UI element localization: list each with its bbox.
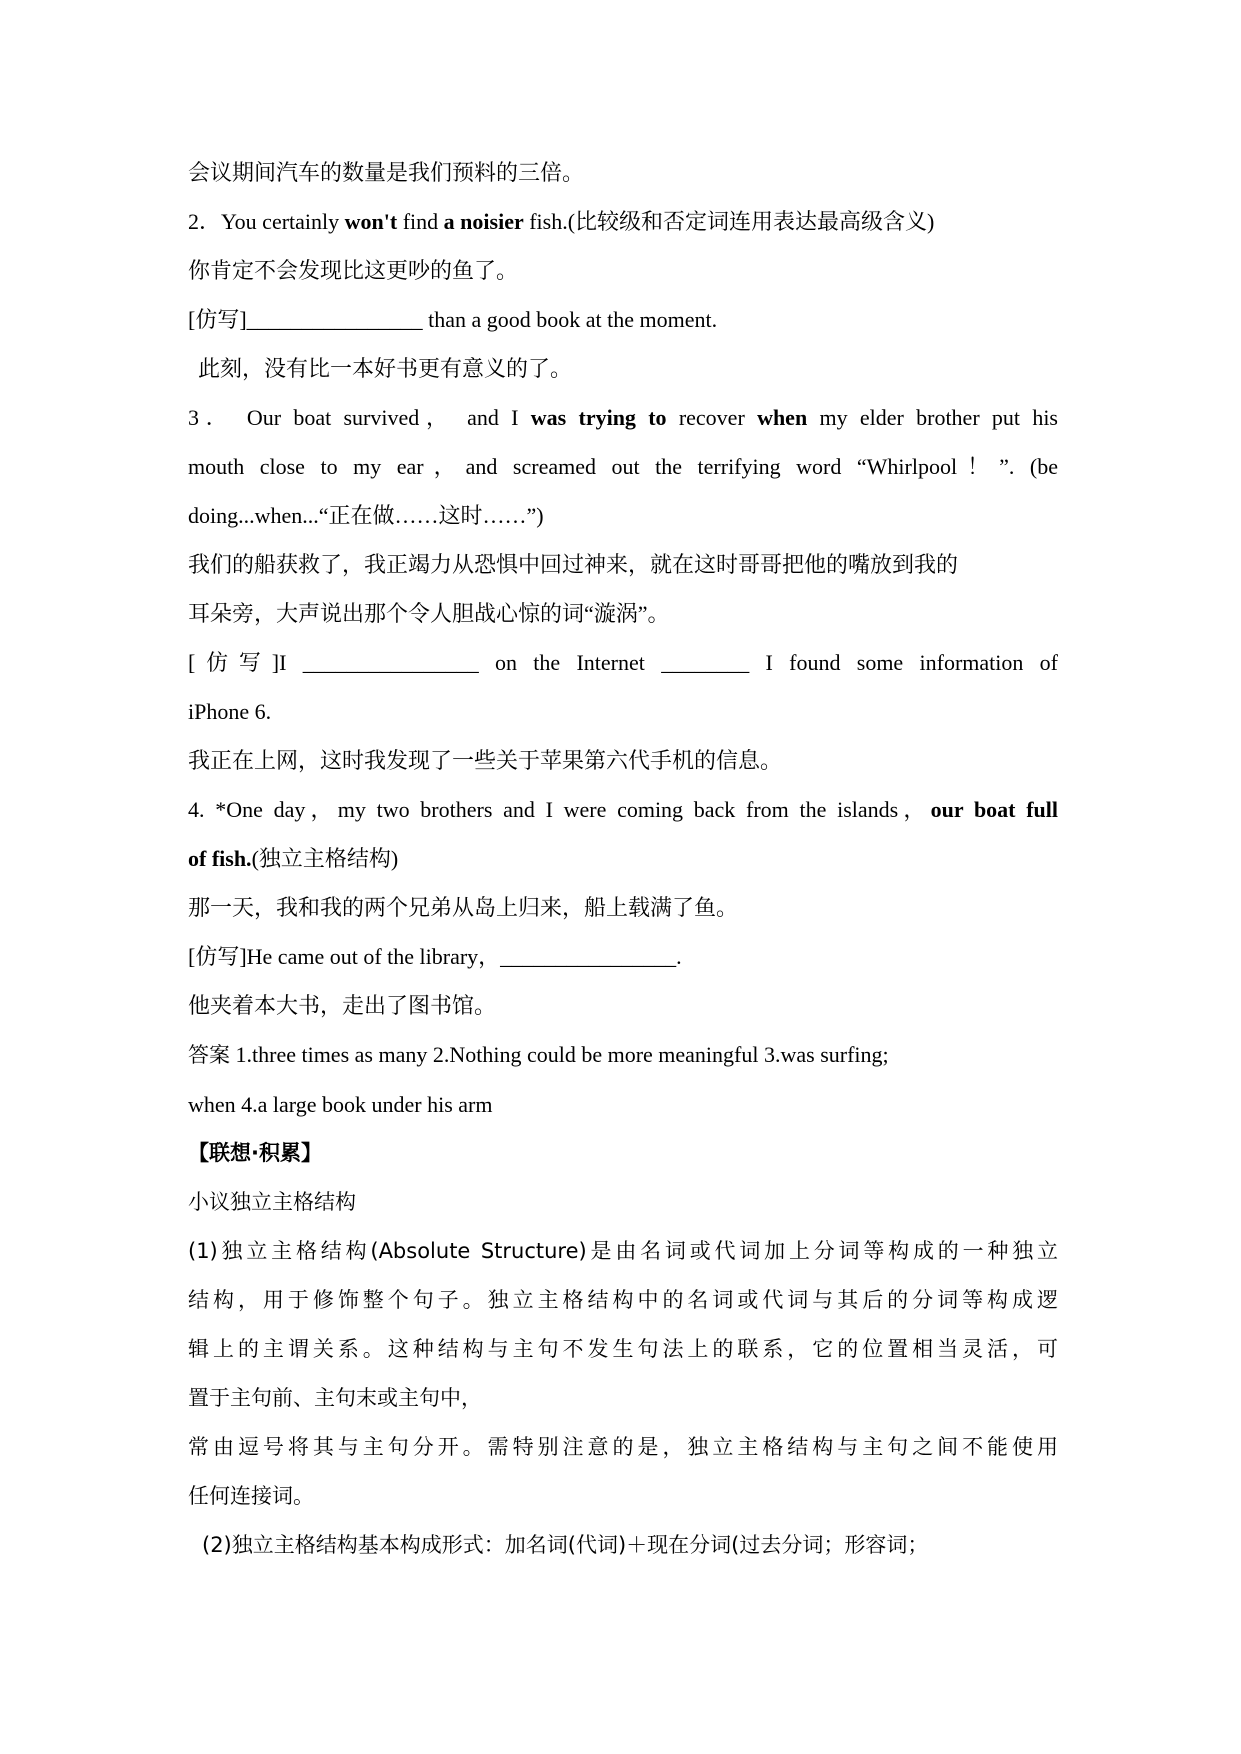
translation-line: 那一天，我和我的两个兄弟从岛上归来，船上载满了鱼。 xyxy=(188,895,739,920)
imitation-exercise: [仿写]He came out of the library，________________. xyxy=(188,944,682,969)
paragraph-line: 常由逗号将其与主句分开。需特别注意的是，独立主格结构与主句之间不能使用 xyxy=(188,1435,1058,1459)
text-line: 会议期间汽车的数量是我们预料的三倍。 xyxy=(188,160,585,185)
paragraph-line: 辑上的主谓关系。这种结构与主句不发生句法上的联系，它的位置相当灵活，可 xyxy=(188,1337,1058,1361)
answer-label: 答案 xyxy=(188,1043,230,1067)
paragraph-line: 置于主句前、主句末或主句中， xyxy=(188,1386,482,1410)
section-heading: 【联想·积累】 xyxy=(188,1141,322,1165)
answer-line: 答案 1.three times as many 2.Nothing could be more meaningful 3.was surfing; xyxy=(188,1042,889,1067)
translation-line: 我正在上网，这时我发现了一些关于苹果第六代手机的信息。 xyxy=(188,748,783,773)
translation-line: 此刻，没有比一本好书更有意义的了。 xyxy=(198,356,573,381)
text-line: iPhone 6. xyxy=(188,699,272,724)
translation-line: 他夹着本大书，走出了图书馆。 xyxy=(188,993,497,1018)
text-line: doing...when...“正在做……这时……”) xyxy=(188,503,544,528)
example-sentence-4: 4. *One day，my two brothers and I were coming back from the islands，our boat full xyxy=(188,797,1058,822)
answer-line: when 4.a large book under his arm xyxy=(188,1092,493,1117)
translation-line: 我们的船获救了，我正竭力从恐惧中回过神来，就在这时哥哥把他的嘴放到我的 xyxy=(188,552,959,577)
imitation-exercise: [仿写]________________ than a good book at the moment. xyxy=(188,307,718,332)
subsection-heading: 小议独立主格结构 xyxy=(188,1190,356,1214)
paragraph-line: (2)独立主格结构基本构成形式：加名词(代词)＋现在分词(过去分词；形容词； xyxy=(202,1533,929,1557)
paragraph-line: (1)独立主格结构(Absolute Structure)是由名词或代词加上分词等构成的一种独立 xyxy=(188,1239,1058,1263)
text-line: mouth close to my ear，and screamed out the terrifying word “Whirlpool！”. (be xyxy=(188,454,1058,479)
paragraph-line: 任何连接词。 xyxy=(188,1484,314,1508)
translation-line: 你肯定不会发现比这更吵的鱼了。 xyxy=(188,258,519,283)
text-line: of fish.(独立主格结构) xyxy=(188,846,399,871)
imitation-exercise: [仿写]I ________________ on the Internet ________ I found some information of xyxy=(188,650,1058,675)
example-sentence-3: 3． Our boat survived， and I was trying to recover when my elder brother put his xyxy=(188,405,1058,430)
translation-line: 耳朵旁，大声说出那个令人胆战心惊的词“漩涡”。 xyxy=(188,601,670,626)
document-page xyxy=(188,148,1058,1570)
paragraph-line: 结构，用于修饰整个句子。独立主格结构中的名词或代词与其后的分词等构成逻 xyxy=(188,1288,1058,1312)
example-sentence-2: 2．You certainly won't find a noisier fish.(比较级和否定词连用表达最高级含义) xyxy=(188,209,935,234)
